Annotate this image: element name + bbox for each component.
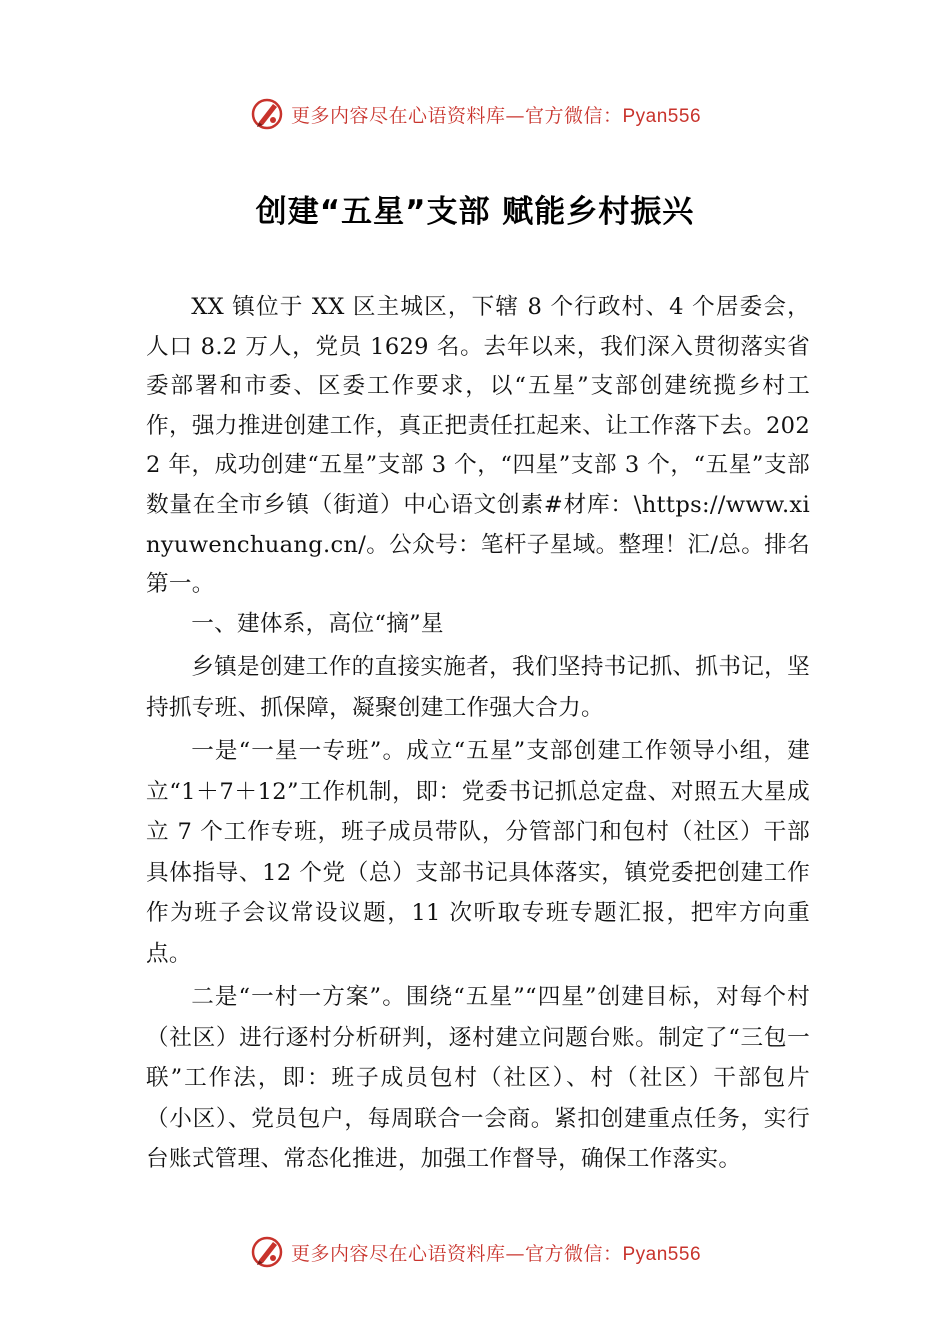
footer-banner-text: 更多内容尽在心语资料库—官方微信：Pyan556 [290,1242,702,1265]
document-title: 创建“五星”支部 赋能乡村振兴 [255,194,695,230]
footer-watermark-banner [0,1232,950,1272]
red-pen-logo-icon [249,1234,285,1270]
paragraph-one-village-one-plan: 二是“一村一方案”。围绕“五星”“四星”创建目标，对每个村（社区）进行逐村分析研判，逐村建立问题台账。制定了“三包一联”工作法，即：班子成员包村（社区）、村（社区）干部包片（小区）、党员包户，每周联合一会商。紧扣创建重点任务，实行台账式管理、常态化推进，加强工作督导，确保工作落实。 [146,984,810,1173]
paragraph-one-star-one-team: 一是“一星一专班”。成立“五星”支部创建工作领导小组，建立“1＋7＋12”工作机制，即：党委书记抓总定盘、对照五大星成立 7 个工作专班，班子成员带队，分管部门和包村（社区）干部具体指导、12 个党（总）支部书记具体落实，镇党委把创建工作作为班子会议常设议题，11 次听取专班专题汇报，把牢方向重点。 [146,738,810,967]
paragraph-section-1-intro: 乡镇是创建工作的直接实施者，我们坚持书记抓、抓书记，坚持抓专班、抓保障，凝聚创建工作强大合力。 [146,654,810,721]
red-pen-logo-icon [249,96,285,132]
header-banner-text: 更多内容尽在心语资料库—官方微信：Pyan556 [290,104,702,127]
section-heading-1: 一、建体系，高位“摘”星 [191,610,444,637]
document-body [146,288,810,1180]
header-watermark-banner [0,94,950,134]
paragraph-intro: XX 镇位于 XX 区主城区，下辖 8 个行政村、4 个居委会，人口 8.2 万人，党员 1629 名。去年以来，我们深入贯彻落实省委部署和市委、区委工作要求，以“五星”支部创建统揽乡村工作，强力推进创建工作，真正把责任扛起来、让工作落下去。2022 年，成功创建“五星”支部 3 个，“四星”支部 3 个，“五星”支部数量在全市乡镇（街道）中心语文创素#材库：\https://www.xinyuwenchuang.cn/。公众号：笔杆子星域。整理！汇/总。排名第一。 [146,294,810,598]
